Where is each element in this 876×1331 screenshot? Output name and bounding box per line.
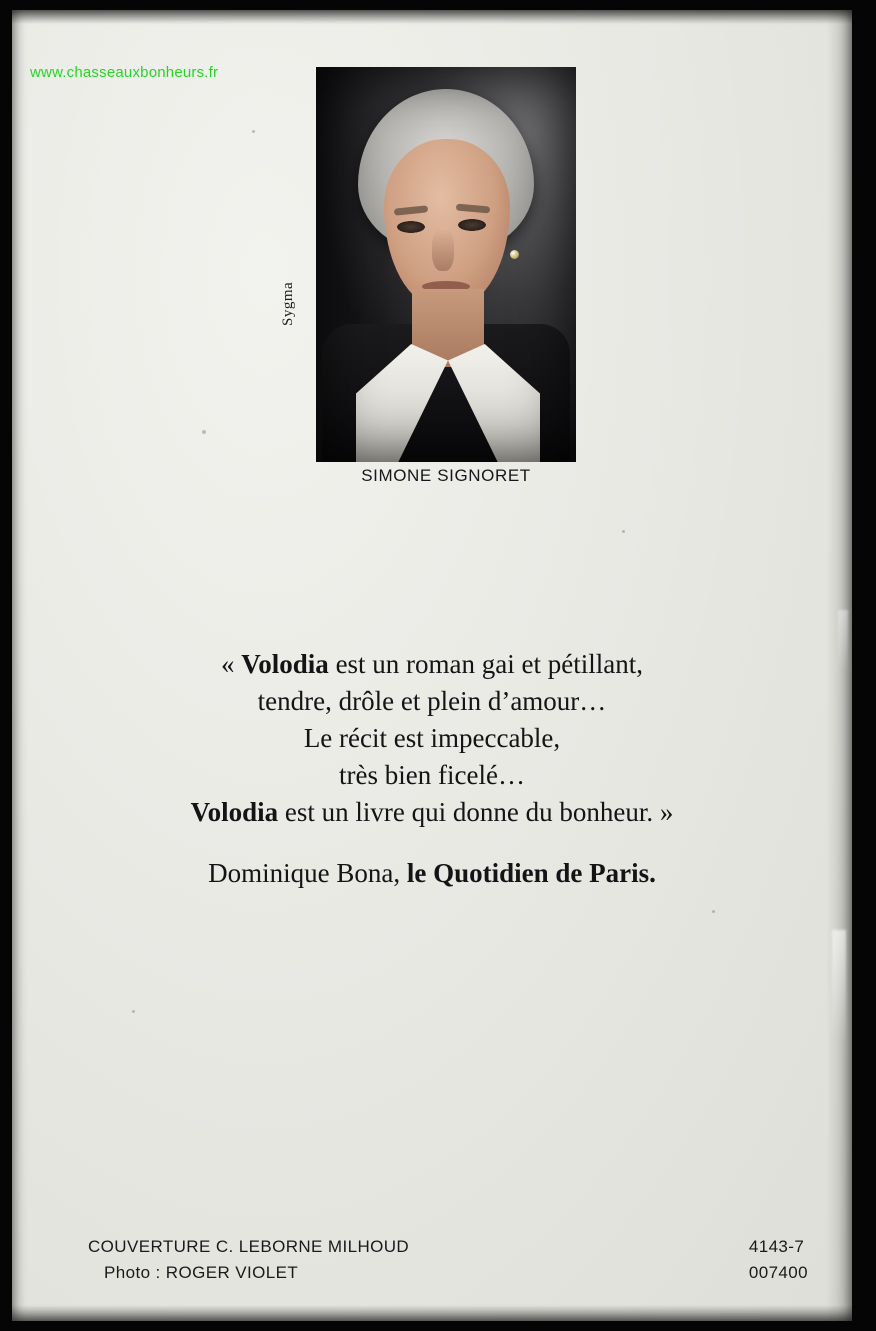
quote-line — [72, 794, 792, 831]
portrait-vignette — [316, 67, 576, 462]
quote-line — [72, 646, 792, 683]
quote-title-emphasis: Volodia — [241, 649, 329, 679]
quote-text: très bien ficelé… — [339, 760, 525, 790]
portrait-image — [316, 67, 576, 462]
cover-scuff-secondary — [838, 610, 848, 670]
blurb-quote — [72, 646, 792, 831]
book-back-cover — [12, 10, 852, 1321]
bottom-shadow — [12, 1305, 852, 1321]
quote-line — [72, 720, 792, 757]
cover-design-credit: COUVERTURE C. LEBORNE MILHOUD — [88, 1237, 410, 1256]
speck — [202, 430, 206, 434]
quote-line — [72, 757, 792, 794]
attribution-author: Dominique Bona, — [208, 858, 407, 888]
speck — [132, 1010, 135, 1013]
cover-credits — [88, 1234, 409, 1286]
quote-text: est un roman gai et pétillant, — [328, 649, 643, 679]
cover-photo-credit: Photo : ROGER VIOLET — [104, 1263, 299, 1282]
speck — [622, 530, 625, 533]
quote-text: est un livre qui donne du bonheur. » — [278, 797, 674, 827]
quote-text: Le récit est impeccable, — [303, 723, 561, 753]
top-shadow — [12, 10, 852, 24]
speck — [252, 130, 255, 133]
speck — [712, 910, 715, 913]
cover-codes — [749, 1234, 808, 1286]
quote-text: tendre, drôle et plein d’amour… — [257, 686, 607, 716]
quote-open-guillemet: « — [221, 649, 242, 679]
isbn-code: 4143-7 — [748, 1237, 805, 1256]
watermark-url: www.chasseauxbonheurs.fr — [30, 64, 219, 81]
attribution-publication: le Quotidien de Paris. — [406, 858, 656, 888]
quote-attribution — [72, 858, 792, 889]
quote-line — [72, 683, 792, 720]
quote-title-emphasis: Volodia — [190, 797, 279, 827]
author-photo — [316, 67, 576, 462]
photo-caption: SIMONE SIGNORET — [361, 466, 531, 485]
photo-agency-credit: Sygma — [280, 281, 296, 326]
product-code: 007400 — [748, 1263, 808, 1282]
cover-scuff — [832, 930, 846, 1040]
